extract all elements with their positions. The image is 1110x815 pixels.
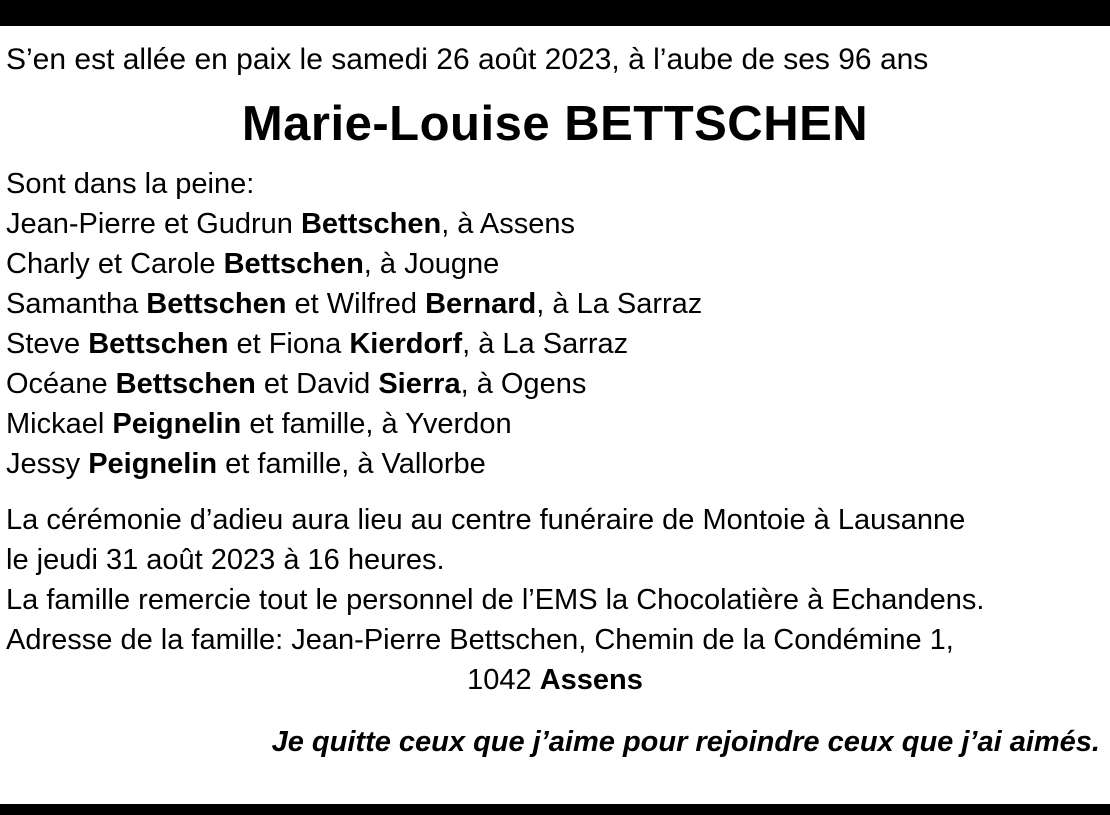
survivor-suffix: , à La Sarraz bbox=[462, 328, 629, 360]
postal-code: 1042 bbox=[467, 664, 540, 696]
survivor-suffix: , à Assens bbox=[441, 208, 575, 240]
survivor-surname: Bettschen bbox=[146, 288, 287, 320]
survivor-prefix: Mickael bbox=[6, 408, 113, 440]
survivor-middle: et Wilfred bbox=[286, 288, 426, 320]
list-item bbox=[6, 324, 1104, 364]
survivors-intro: Sont dans la peine: bbox=[6, 168, 255, 200]
survivor-surname: Bettschen bbox=[300, 208, 442, 240]
survivor-surname-2: Kierdorf bbox=[349, 328, 463, 360]
survivor-surname: Bettschen bbox=[223, 248, 364, 280]
survivor-suffix: et famille, à Yverdon bbox=[241, 408, 512, 440]
list-item bbox=[6, 244, 1104, 284]
survivor-suffix: , à Jougne bbox=[363, 248, 500, 280]
notice-content bbox=[0, 40, 1110, 762]
survivor-prefix: Océane bbox=[6, 368, 116, 400]
section-divider bbox=[6, 484, 1104, 500]
deceased-name: Marie-Louise BETTSCHEN bbox=[241, 97, 869, 151]
survivor-surname: Bettschen bbox=[115, 368, 256, 400]
survivor-surname: Peignelin bbox=[88, 448, 218, 480]
survivor-prefix: Jessy bbox=[6, 448, 89, 480]
top-rule bbox=[0, 0, 1110, 26]
list-item bbox=[6, 364, 1104, 404]
survivor-middle: et David bbox=[255, 368, 379, 400]
survivor-surname: Bettschen bbox=[88, 328, 229, 360]
ceremony-line-1: La cérémonie d’adieu aura lieu au centre funéraire de Montoie à Lausanne bbox=[6, 504, 966, 536]
survivor-surname-2: Sierra bbox=[378, 368, 461, 400]
survivor-surname-2: Bernard bbox=[425, 288, 537, 320]
survivor-middle: et Fiona bbox=[228, 328, 350, 360]
city-name: Assens bbox=[539, 664, 643, 696]
passing-statement: S’en est allée en paix le samedi 26 août 2023, à l’aube de ses 96 ans bbox=[6, 43, 929, 76]
survivor-prefix: Jean-Pierre et Gudrun bbox=[6, 208, 301, 240]
list-item bbox=[6, 204, 1104, 244]
family-address-line: Adresse de la famille: Jean-Pierre Bettschen, Chemin de la Condémine 1, bbox=[6, 624, 954, 656]
survivor-suffix: et famille, à Vallorbe bbox=[217, 448, 486, 480]
survivor-prefix: Samantha bbox=[6, 288, 147, 320]
ceremony-line-2: le jeudi 31 août 2023 à 16 heures. bbox=[6, 544, 445, 576]
survivor-prefix: Charly et Carole bbox=[6, 248, 224, 280]
survivor-suffix: , à La Sarraz bbox=[536, 288, 703, 320]
list-item bbox=[6, 444, 1104, 484]
farewell-quote: Je quitte ceux que j’aime pour rejoindre ceux que j’ai aimés. bbox=[271, 726, 1100, 758]
list-item bbox=[6, 284, 1104, 324]
list-item bbox=[6, 404, 1104, 444]
family-address-city bbox=[6, 660, 1104, 700]
survivor-surname: Peignelin bbox=[112, 408, 242, 440]
survivor-suffix: , à Ogens bbox=[460, 368, 587, 400]
bottom-rule bbox=[0, 804, 1110, 815]
thanks-line: La famille remercie tout le personnel de l’EMS la Chocolatière à Echandens. bbox=[6, 584, 985, 616]
survivor-prefix: Steve bbox=[6, 328, 89, 360]
